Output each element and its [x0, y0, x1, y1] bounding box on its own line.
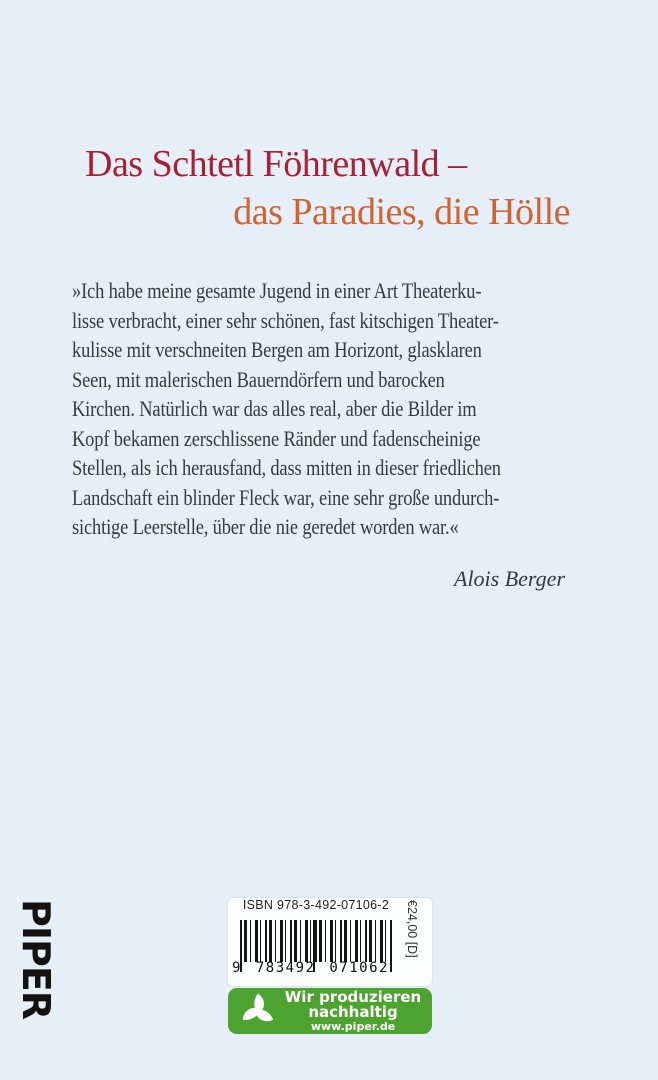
quote-line: sichtige Leerstelle, über die nie geredet worden war.«: [72, 514, 459, 539]
quote-line: lisse verbracht, einer sehr schönen, fast kitschigen Theater-: [72, 307, 499, 333]
badge-slogan-line-2: nachhaltig: [308, 1002, 398, 1021]
blurb-quote: [72, 276, 501, 542]
barcode-digits: 9 783492 071062: [232, 960, 389, 976]
price-label: €24,00 [D]: [405, 900, 419, 958]
quote-author: Alois Berger: [454, 566, 565, 591]
title-line-1: Das Schtetl Föhrenwald –: [85, 143, 467, 185]
barcode: [240, 920, 392, 962]
title-line-2: das Paradies, die Hölle: [233, 191, 570, 233]
sustainability-badge: [228, 988, 432, 1034]
quote-line: kulisse mit verschneiten Bergen am Horizont, glasklaren: [72, 337, 482, 362]
barcode-unit: [228, 892, 432, 1034]
quote-line: Seen, mit malerischen Bauerndörfern und barocken: [72, 366, 445, 392]
barcode-box: [228, 898, 432, 986]
quote-line: Stellen, als ich herausfand, dass mitten in dieser friedlichen: [72, 455, 501, 480]
quote-line: Kopf bekamen zerschlissene Ränder und fadenscheinige: [72, 425, 481, 451]
quote-line: Kirchen. Natürlich war das alles real, aber die Bilder im: [72, 396, 477, 421]
quote-line: Landschaft ein blinder Fleck war, eine sehr große undurch-: [72, 484, 500, 510]
isbn-label: ISBN 978-3-492-07106-2: [242, 898, 390, 912]
quote-line: »Ich habe meine gesamte Jugend in einer Art Theaterku-: [72, 278, 482, 303]
recycle-leaves-icon: [236, 991, 280, 1031]
publisher-logo: PIPER: [14, 899, 58, 1020]
publisher-url: www.piper.de: [310, 1019, 396, 1033]
title-block: [85, 140, 570, 236]
badge-text: [280, 987, 426, 1033]
barcode-bars: [240, 920, 392, 962]
badge-slogan-line-1: Wir produzieren: [284, 987, 422, 1006]
